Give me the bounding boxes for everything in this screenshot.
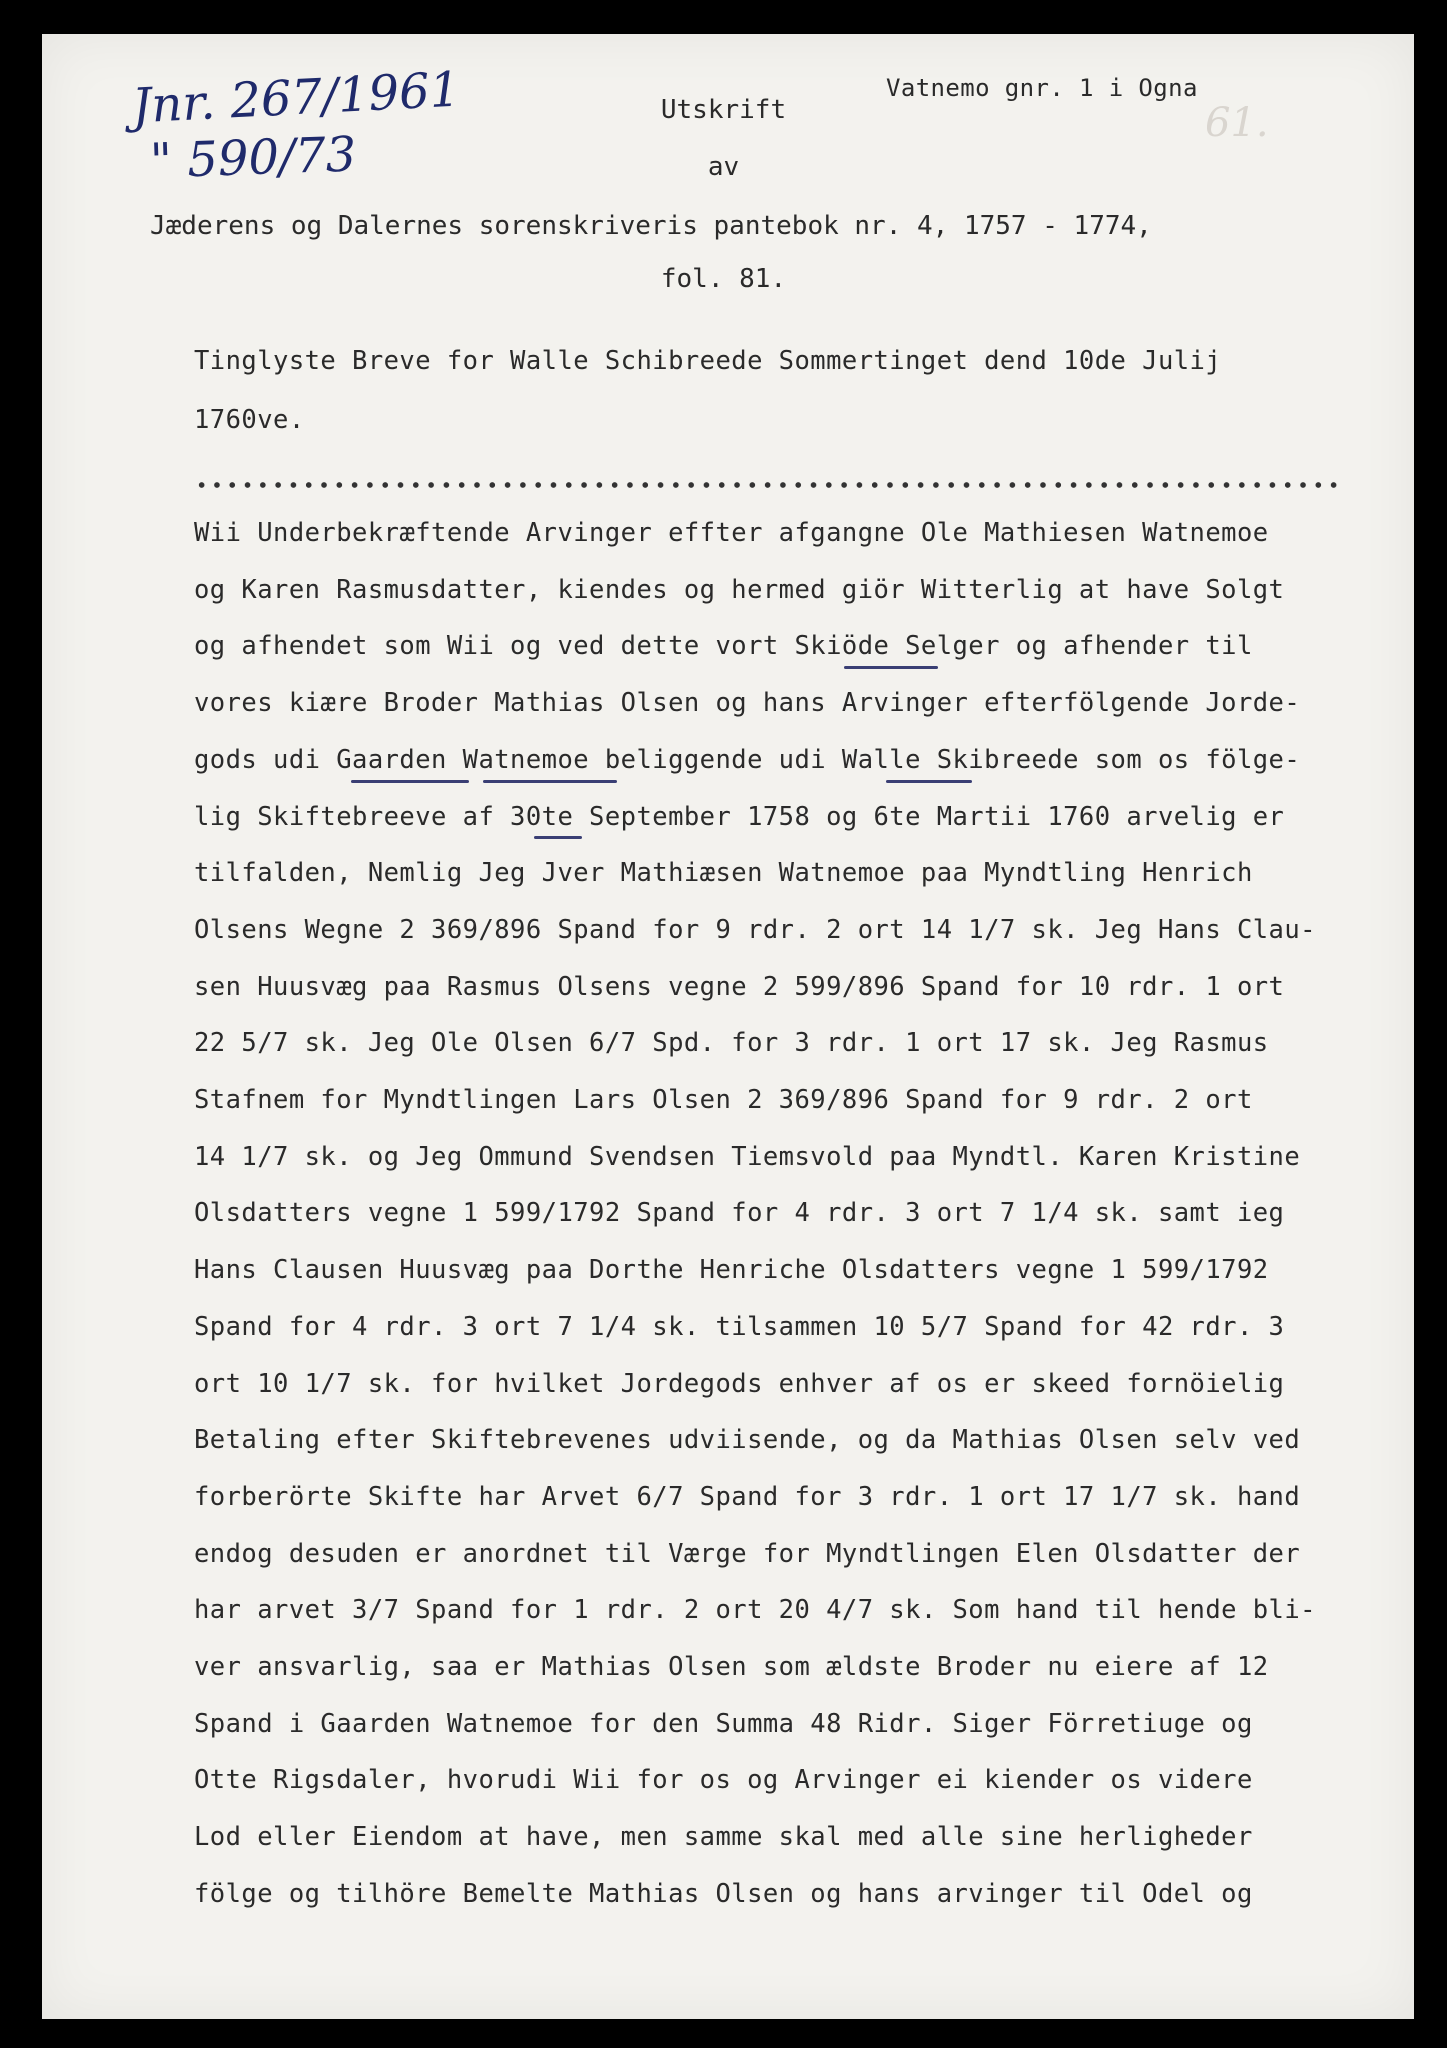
body-line: har arvet 3/7 Spand for 1 rdr. 2 ort 20 4/7 sk. Som hand til hende bli- bbox=[194, 1595, 1316, 1626]
body-line: og Karen Rasmusdatter, kiendes og hermed giör Witterlig at have Solgt bbox=[194, 574, 1285, 605]
title-utskrift: Utskrift bbox=[660, 95, 787, 125]
body-line: Hans Clausen Huusvæg paa Dorthe Henriche Olsdatters vegne 1 599/1792 bbox=[194, 1255, 1269, 1286]
underline-watnemoe bbox=[483, 780, 617, 783]
handwritten-journal-number: Jnr. 267/1961 bbox=[130, 61, 462, 135]
source-line-1: Jæderens og Dalernes sorenskriveris pantebok nr. 4, 1757 - 1774, bbox=[150, 211, 1152, 241]
body-line: 14 1/7 sk. og Jeg Ommund Svendsen Tiemsvold paa Myndtl. Karen Kristine bbox=[194, 1141, 1301, 1172]
underline-30te bbox=[534, 836, 582, 839]
underline-skiode bbox=[844, 666, 938, 669]
dotted-separator bbox=[194, 480, 1342, 490]
body-line: Betaling efter Skiftebrevenes udviisende, og da Mathias Olsen selv ved bbox=[194, 1425, 1301, 1456]
faint-pencil-mark: 61. bbox=[1205, 100, 1269, 146]
body-line: Spand i Gaarden Watnemoe for den Summa 48 Ridr. Siger Förretiuge og bbox=[194, 1708, 1253, 1739]
body-line: Spand for 4 rdr. 3 ort 7 1/4 sk. tilsammen 10 5/7 Spand for 42 rdr. 3 bbox=[194, 1311, 1285, 1342]
body-line: tilfalden, Nemlig Jeg Jver Mathiæsen Watnemoe paa Myndtling Henrich bbox=[194, 858, 1253, 889]
body-line: Olsens Wegne 2 369/896 Spand for 9 rdr. 2 ort 14 1/7 sk. Jeg Hans Clau- bbox=[194, 914, 1316, 945]
location-label: Vatnemo gnr. 1 i Ogna bbox=[886, 74, 1198, 102]
intro-line-1: Tinglyste Breve for Walle Schibreede Sommertinget dend 10de Julij bbox=[194, 346, 1222, 376]
body-line: 22 5/7 sk. Jeg Ole Olsen 6/7 Spd. for 3 rdr. 1 ort 17 sk. Jeg Rasmus bbox=[194, 1028, 1269, 1059]
intro-line-2: 1760ve. bbox=[194, 405, 305, 435]
body-line: sen Huusvæg paa Rasmus Olsens vegne 2 599/896 Spand for 10 rdr. 1 ort bbox=[194, 971, 1285, 1002]
body-line: gods udi Gaarden Watnemoe beliggende udi Walle Skibreede som os fölge- bbox=[194, 744, 1301, 775]
body-line: Wii Underbekræftende Arvinger effter afgangne Ole Mathiesen Watnemoe bbox=[194, 518, 1269, 548]
underline-walle bbox=[886, 780, 972, 783]
body-line: ort 10 1/7 sk. for hvilket Jordegods enhver af os er skeed fornöielig bbox=[194, 1368, 1285, 1399]
body-line: forberörte Skifte har Arvet 6/7 Spand for 3 rdr. 1 ort 17 1/7 sk. hand bbox=[194, 1481, 1301, 1512]
body-line: og afhendet som Wii og ved dette vort Skiöde Selger og afhender til bbox=[194, 631, 1253, 662]
body-line: Olsdatters vegne 1 599/1792 Spand for 4 rdr. 3 ort 7 1/4 sk. samt ieg bbox=[194, 1198, 1285, 1229]
body-line: Lod eller Eiendom at have, men samme skal med alle sine herligheder bbox=[194, 1822, 1253, 1853]
body-line: Otte Rigsdaler, hvorudi Wii for os og Arvinger ei kiender os videre bbox=[194, 1765, 1253, 1796]
body-line: ver ansvarlig, saa er Mathias Olsen som ældste Broder nu eiere af 12 bbox=[194, 1652, 1269, 1682]
body-line: fölge og tilhöre Bemelte Mathias Olsen og hans arvinger til Odel og bbox=[194, 1878, 1253, 1909]
body-line: vores kiære Broder Mathias Olsen og hans Arvinger efterfölgende Jorde- bbox=[194, 688, 1301, 719]
title-av: av bbox=[707, 152, 740, 182]
body-line: endog desuden er anordnet til Værge for Myndtlingen Elen Olsdatter der bbox=[194, 1538, 1301, 1569]
underline-gaarden bbox=[351, 780, 469, 783]
source-line-2: fol. 81. bbox=[660, 264, 787, 294]
body-line: lig Skiftebreeve af 30te September 1758 og 6te Martii 1760 arvelig er bbox=[194, 801, 1285, 832]
body-line: Stafnem for Myndtlingen Lars Olsen 2 369/896 Spand for 9 rdr. 2 ort bbox=[194, 1085, 1253, 1115]
handwritten-journal-number-2: " 590/73 bbox=[149, 126, 358, 190]
